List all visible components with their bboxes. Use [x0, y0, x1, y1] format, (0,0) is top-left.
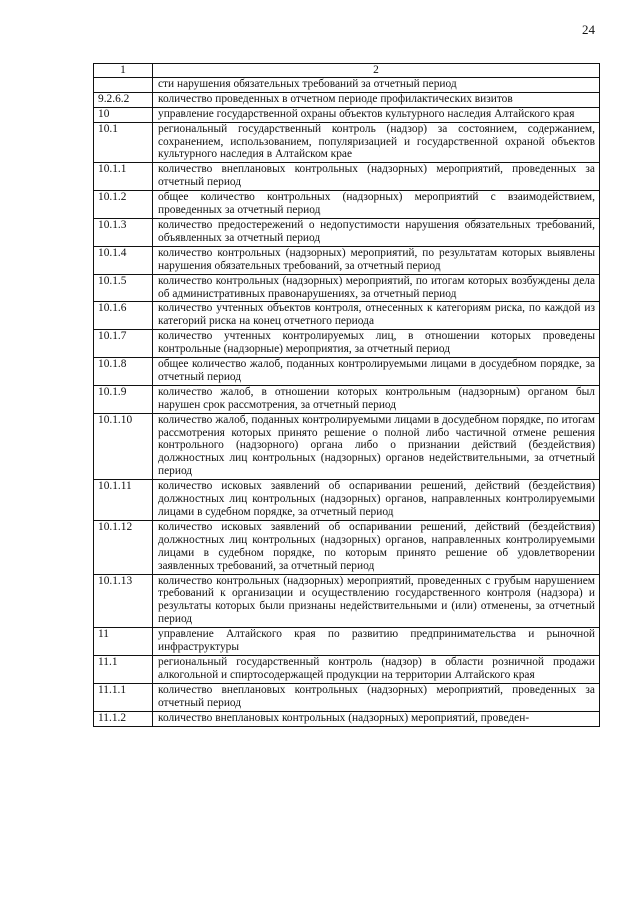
row-number-cell: 10 — [94, 107, 153, 122]
row-text-cell: количество контрольных (надзорных) мероприятий, по итогам которых возбуждены дела об административных правонарушениях, за отчетный период — [153, 274, 600, 302]
row-text-cell: сти нарушения обязательных требований за отчетный период — [153, 77, 600, 92]
row-text-cell: количество жалоб, поданных контролируемыми лицами в досудебном порядке, по итогам рассмотрения которых принято решение о полной либо частичной отмене решения контрольного (надзорного) органа либо о признании действий (бездействия) должностных лиц контрольных (надзорных) органов недействительными, за отчетный период — [153, 413, 600, 480]
row-number-cell — [94, 77, 153, 92]
row-text-cell: управление Алтайского края по развитию предпринимательства и рыночной инфраструктуры — [153, 628, 600, 656]
row-number-cell: 10.1.11 — [94, 480, 153, 521]
row-number-cell: 10.1.6 — [94, 302, 153, 330]
column-header-1: 1 — [94, 64, 153, 78]
row-number-cell: 10.1.7 — [94, 330, 153, 358]
row-number-cell: 11.1.2 — [94, 711, 153, 726]
row-number-cell: 11 — [94, 628, 153, 656]
row-text-cell: общее количество контрольных (надзорных) мероприятий с взаимодействием, проведенных за отчетный период — [153, 191, 600, 219]
row-text-cell: количество исковых заявлений об оспаривании решений, действий (бездействия) должностных лиц контрольных (надзорных) органов, направленных контролируемыми лицами в судебном порядке, по которым принято решение об удовлетворении заявленных требований, за отчетный период — [153, 520, 600, 574]
row-number-cell: 10.1.4 — [94, 246, 153, 274]
row-text-cell: количество исковых заявлений об оспаривании решений, действий (бездействия) должностных лиц контрольных (надзорных) органов, направленных контролируемыми лицами в судебном порядке, за отчетный период — [153, 480, 600, 521]
row-text-cell: количество учтенных контролируемых лиц, в отношении которых проведены контрольные (надзорные) мероприятия, за отчетный период — [153, 330, 600, 358]
row-number-cell: 10.1 — [94, 122, 153, 163]
row-text-cell: количество контрольных (надзорных) мероприятий, проведенных с грубым нарушением требований к организации и осуществлению государственного контроля (надзора) и результаты которых были признаны недействительными и (или) отменены, за отчетный период — [153, 574, 600, 628]
row-number-cell: 10.1.5 — [94, 274, 153, 302]
table-row — [94, 480, 600, 521]
row-text-cell: количество жалоб, в отношении которых контрольным (надзорным) органом был нарушен срок рассмотрения, за отчетный период — [153, 385, 600, 413]
row-number-cell: 10.1.9 — [94, 385, 153, 413]
row-number-cell: 10.1.2 — [94, 191, 153, 219]
table-row — [94, 274, 600, 302]
row-text-cell: региональный государственный контроль (надзор) за состоянием, содержанием, сохранением, использованием, популяризацией и государственной охраной объектов культурного наследия в Алтайском крае — [153, 122, 600, 163]
row-number-cell: 10.1.10 — [94, 413, 153, 480]
row-number-cell: 10.1.1 — [94, 163, 153, 191]
table-row — [94, 655, 600, 683]
indicators-table — [93, 63, 600, 727]
table-row — [94, 711, 600, 726]
table-row — [94, 330, 600, 358]
table-body — [94, 64, 600, 727]
row-text-cell: общее количество жалоб, поданных контролируемыми лицами в досудебном порядке, за отчетный период — [153, 358, 600, 386]
table-header-row — [94, 64, 600, 78]
row-text-cell: количество контрольных (надзорных) мероприятий, по результатам которых выявлены нарушения обязательных требований, за отчетный период — [153, 246, 600, 274]
row-text-cell: управление государственной охраны объектов культурного наследия Алтайского края — [153, 107, 600, 122]
table-row — [94, 413, 600, 480]
row-number-cell: 10.1.12 — [94, 520, 153, 574]
table-row — [94, 574, 600, 628]
table-row — [94, 520, 600, 574]
row-number-cell: 10.1.13 — [94, 574, 153, 628]
row-text-cell: количество внеплановых контрольных (надзорных) мероприятий, проведенных за отчетный период — [153, 683, 600, 711]
table-row — [94, 218, 600, 246]
table-row — [94, 163, 600, 191]
row-text-cell: количество предостережений о недопустимости нарушения обязательных требований, объявленных за отчетный период — [153, 218, 600, 246]
column-header-2: 2 — [153, 64, 600, 78]
row-number-cell: 11.1.1 — [94, 683, 153, 711]
table-row — [94, 107, 600, 122]
table-row — [94, 385, 600, 413]
table-row — [94, 302, 600, 330]
table-row — [94, 77, 600, 92]
row-text-cell: количество внеплановых контрольных (надзорных) мероприятий, проведенных за отчетный период — [153, 163, 600, 191]
table-row — [94, 628, 600, 656]
table-row — [94, 246, 600, 274]
table-row — [94, 122, 600, 163]
row-number-cell: 9.2.6.2 — [94, 92, 153, 107]
row-text-cell: количество внеплановых контрольных (надзорных) мероприятий, проведен- — [153, 711, 600, 726]
row-text-cell: количество проведенных в отчетном периоде профилактических визитов — [153, 92, 600, 107]
row-text-cell: количество учтенных объектов контроля, отнесенных к категориям риска, по каждой из категорий риска на конец отчетного периода — [153, 302, 600, 330]
table-row — [94, 683, 600, 711]
table-row — [94, 191, 600, 219]
table-row — [94, 92, 600, 107]
row-number-cell: 11.1 — [94, 655, 153, 683]
row-text-cell: региональный государственный контроль (надзор) в области розничной продажи алкогольной и спиртосодержащей продукции на территории Алтайского края — [153, 655, 600, 683]
page-number: 24 — [582, 22, 595, 37]
row-number-cell: 10.1.3 — [94, 218, 153, 246]
table-row — [94, 358, 600, 386]
row-number-cell: 10.1.8 — [94, 358, 153, 386]
